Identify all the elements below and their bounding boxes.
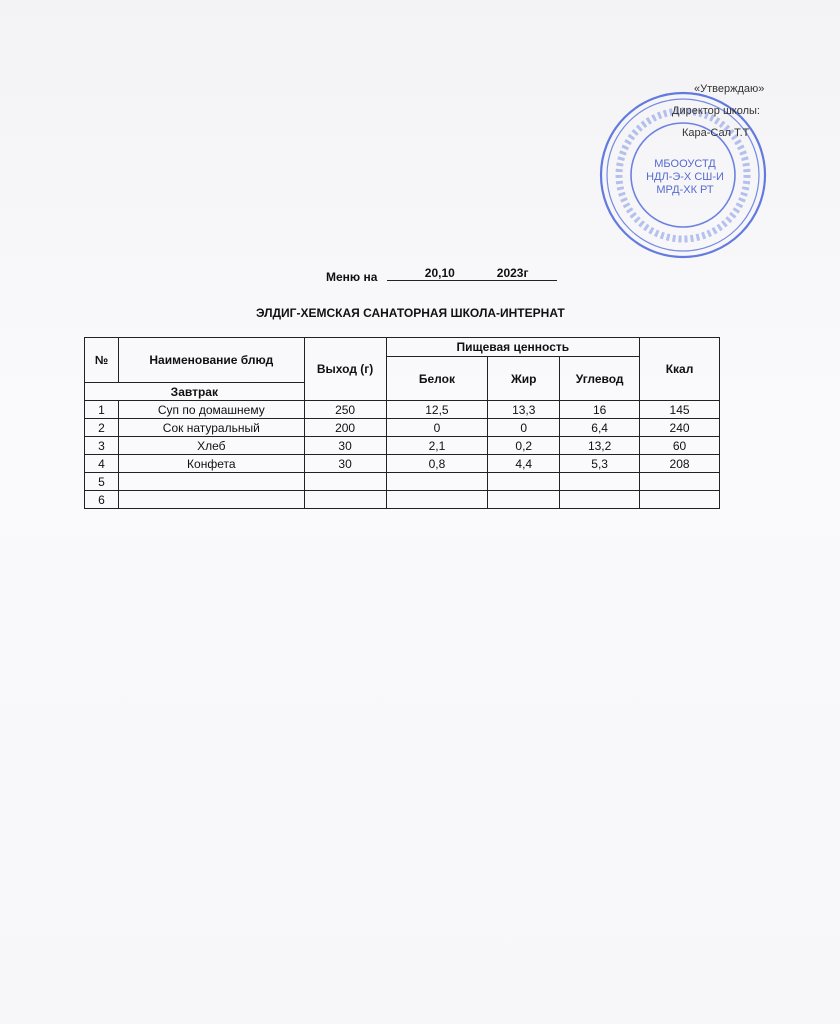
cell-yield: 200 (304, 419, 386, 437)
header-name: Наименование блюд (118, 338, 304, 383)
header-fat: Жир (488, 357, 560, 401)
cell-fat (488, 491, 560, 509)
approval-title: «Утверждаю» (694, 83, 765, 95)
cell-yield: 30 (304, 455, 386, 473)
cell-protein (386, 491, 488, 509)
cell-name (118, 473, 304, 491)
menu-table (84, 337, 720, 509)
cell-num: 3 (85, 437, 119, 455)
table-row (85, 491, 720, 509)
cell-yield (304, 473, 386, 491)
stamp-line: МБООУСТД (654, 158, 716, 170)
cell-kcal: 208 (640, 455, 720, 473)
table-row (85, 419, 720, 437)
approval-signatory: Кара-Сал Т.Т (682, 127, 750, 139)
header-protein: Белок (386, 357, 488, 401)
cell-name (118, 491, 304, 509)
cell-fat: 4,4 (488, 455, 560, 473)
cell-protein (386, 473, 488, 491)
header-num: № (85, 338, 119, 383)
cell-protein: 0 (386, 419, 488, 437)
cell-num: 5 (85, 473, 119, 491)
cell-carbs (560, 491, 640, 509)
header-kcal: Ккал (640, 338, 720, 401)
approval-block (672, 78, 822, 144)
cell-fat (488, 473, 560, 491)
cell-carbs: 16 (560, 401, 640, 419)
cell-carbs (560, 473, 640, 491)
approval-position: Директор школы: (672, 105, 760, 117)
table-row (85, 401, 720, 419)
stamp-line: НДЛ-Э-Х СШ-И (646, 171, 724, 183)
cell-yield: 30 (304, 437, 386, 455)
cell-carbs: 5,3 (560, 455, 640, 473)
menu-date-line (326, 266, 557, 284)
header-nutrition: Пищевая ценность (386, 338, 640, 357)
cell-protein: 2,1 (386, 437, 488, 455)
cell-protein: 0,8 (386, 455, 488, 473)
cell-yield: 250 (304, 401, 386, 419)
date-day: 20,10 (424, 266, 455, 280)
cell-fat: 0 (488, 419, 560, 437)
table-row (85, 473, 720, 491)
stamp-line: МРД-ХК РТ (656, 184, 714, 196)
cell-name: Сок натуральный (118, 419, 304, 437)
cell-kcal: 145 (640, 401, 720, 419)
section-breakfast: Завтрак (85, 383, 305, 401)
cell-fat: 0,2 (488, 437, 560, 455)
date-field (387, 266, 557, 281)
cell-yield (304, 491, 386, 509)
cell-kcal: 240 (640, 419, 720, 437)
cell-protein: 12,5 (386, 401, 488, 419)
cell-name: Хлеб (118, 437, 304, 455)
cell-carbs: 6,4 (560, 419, 640, 437)
stamp-text (640, 158, 730, 197)
header-carbs: Углевод (560, 357, 640, 401)
cell-num: 2 (85, 419, 119, 437)
cell-fat: 13,3 (488, 401, 560, 419)
cell-num: 6 (85, 491, 119, 509)
header-yield: Выход (г) (304, 338, 386, 401)
table-row (85, 455, 720, 473)
menu-label: Меню на (326, 270, 378, 284)
school-name: ЭЛДИГ-ХЕМСКАЯ САНАТОРНАЯ ШКОЛА-ИНТЕРНАТ (256, 306, 565, 320)
cell-kcal: 60 (640, 437, 720, 455)
cell-num: 1 (85, 401, 119, 419)
cell-name: Суп по домашнему (118, 401, 304, 419)
table-row (85, 437, 720, 455)
cell-carbs: 13,2 (560, 437, 640, 455)
cell-kcal (640, 473, 720, 491)
date-year: 2023г (496, 266, 529, 280)
cell-num: 4 (85, 455, 119, 473)
cell-name: Конфета (118, 455, 304, 473)
cell-kcal (640, 491, 720, 509)
